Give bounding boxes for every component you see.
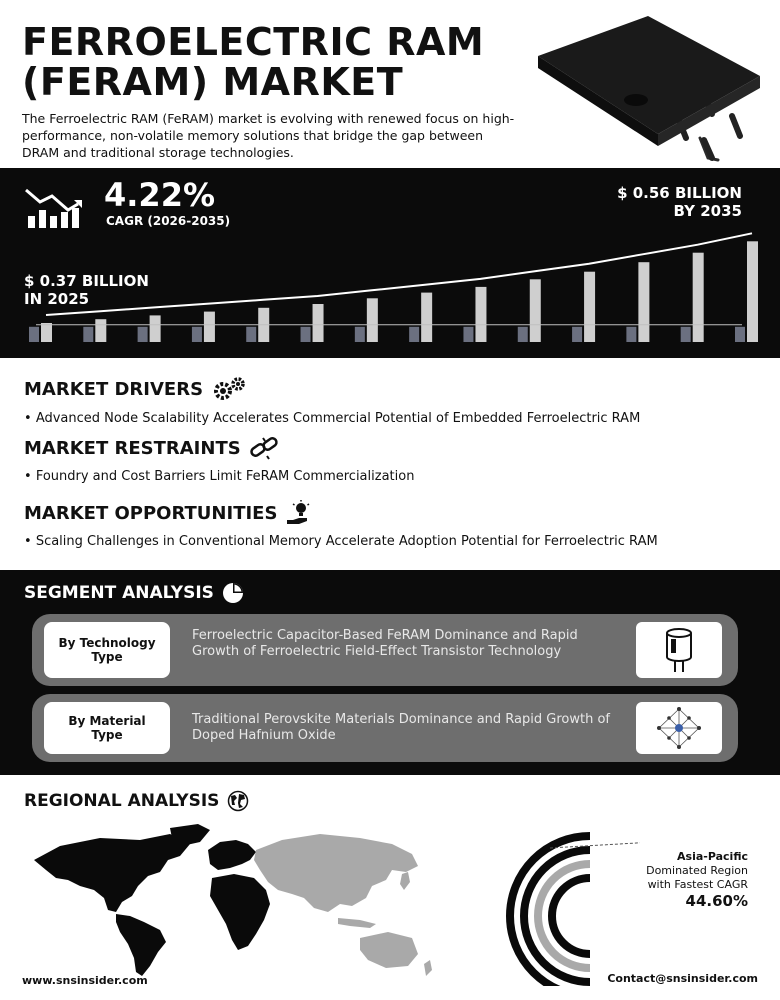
map-japan: [400, 872, 410, 890]
restraints-heading: [24, 436, 281, 460]
feram-chip-icon: [528, 6, 768, 184]
start-value-amount: $ 0.37 BILLION: [24, 272, 149, 290]
title-line-2: (FERAM) MARKET: [22, 60, 404, 104]
secondary-bar: [518, 327, 528, 342]
growth-bar: [95, 319, 106, 342]
end-value: [617, 184, 742, 220]
gears-icon: [211, 376, 247, 402]
cagr-label: CAGR (2026-2035): [106, 214, 231, 228]
growth-bar: [475, 287, 486, 342]
secondary-bar: [409, 327, 419, 342]
globe-icon: [227, 790, 249, 812]
restraints-item: • Foundry and Cost Barriers Limit FeRAM Commercialization: [24, 469, 415, 484]
secondary-bar: [735, 327, 745, 342]
idea-hand-icon: [285, 500, 313, 526]
start-value-year: IN 2025: [24, 290, 90, 308]
title-line-1: FERROELECTRIC RAM: [22, 20, 485, 64]
secondary-bar: [572, 327, 582, 342]
growth-bar: [313, 304, 324, 342]
secondary-bar: [301, 327, 311, 342]
opportunities-heading: [24, 500, 313, 526]
secondary-bar: [192, 327, 202, 342]
regional-callout: [646, 850, 748, 908]
map-new-zealand: [424, 960, 432, 976]
map-asia-pacific: [254, 834, 418, 912]
segment-desc-technology: Ferroelectric Capacitor-Based FeRAM Dominance and Rapid Growth of Ferroelectric Field-Effect Transistor Technology: [192, 628, 578, 659]
capacitor-icon: [661, 627, 697, 673]
secondary-bar: [355, 327, 365, 342]
map-north-america: [34, 834, 190, 912]
segment-desc-material: Traditional Perovskite Materials Dominance and Rapid Growth of Doped Hafnium Oxide: [192, 712, 610, 743]
page-title: [22, 22, 484, 102]
secondary-bar: [83, 327, 93, 342]
opportunities-item: • Scaling Challenges in Conventional Memory Accelerate Adoption Potential for Ferroelectric RAM: [24, 534, 658, 549]
map-australia: [360, 932, 418, 968]
growth-bar: [530, 279, 541, 342]
start-value: [24, 272, 149, 308]
region-line3: with Fastest CAGR: [647, 878, 748, 891]
world-map: [20, 820, 440, 980]
segment-heading-text: SEGMENT ANALYSIS: [24, 583, 214, 603]
segment-heading: [24, 582, 244, 604]
drivers-heading: [24, 376, 247, 402]
end-value-amount: $ 0.56 BILLION: [617, 184, 742, 202]
segment-section: [0, 570, 780, 775]
segment-label-material-line2: Type: [91, 728, 123, 742]
regional-arcs: [440, 826, 640, 986]
arc-2: [524, 850, 590, 982]
segment-label-technology-line1: By Technology: [58, 636, 156, 650]
growth-bar: [693, 253, 704, 342]
segment-row-material: [32, 694, 738, 762]
pie-chart-icon: [222, 582, 244, 604]
secondary-bar: [463, 327, 473, 342]
end-value-year: BY 2035: [673, 202, 742, 220]
opportunities-item-text: Scaling Challenges in Conventional Memory Accelerate Adoption Potential for Ferroelectric RAM: [35, 534, 658, 549]
drivers-heading-text: MARKET DRIVERS: [24, 378, 204, 400]
footer-website[interactable]: www.snsinsider.com: [22, 974, 148, 987]
region-name: Asia-Pacific: [677, 850, 748, 863]
regional-heading-text: REGIONAL ANALYSIS: [24, 791, 220, 811]
growth-bar: [421, 293, 432, 342]
declining-bar-chart-icon: [24, 186, 84, 230]
broken-chain-icon: [249, 436, 281, 460]
restraints-heading-text: MARKET RESTRAINTS: [24, 437, 241, 459]
arc-inner: [552, 878, 590, 954]
regional-heading: [24, 790, 249, 812]
secondary-bar: [681, 327, 691, 342]
drivers-item-text: Advanced Node Scalability Accelerates Commercial Potential of Embedded Ferroelectric RAM: [35, 411, 641, 426]
segment-icon-material-box: [636, 702, 722, 754]
map-south-america: [116, 914, 166, 976]
region-share: 44.60%: [685, 892, 748, 910]
cagr-value: 4.22%: [104, 176, 216, 214]
intro-text: The Ferroelectric RAM (FeRAM) market is evolving with renewed focus on high-performance, non-volatile memory solutions that bridge the gap between DRAM and traditional storage technologies.: [22, 111, 515, 160]
growth-bar: [150, 315, 161, 342]
segment-label-material: [44, 702, 170, 754]
growth-bar: [638, 262, 649, 342]
drivers-item: • Advanced Node Scalability Accelerates Commercial Potential of Embedded Ferroelectric RAM: [24, 411, 641, 426]
growth-bar: [747, 241, 758, 342]
growth-bar: [584, 272, 595, 342]
region-line2: Dominated Region: [646, 864, 748, 877]
opportunities-heading-text: MARKET OPPORTUNITIES: [24, 502, 278, 524]
segment-label-technology: [44, 622, 170, 678]
crystal-lattice-icon: [654, 706, 704, 750]
growth-bar: [367, 298, 378, 342]
map-africa: [210, 874, 270, 950]
growth-bar: [204, 312, 215, 342]
segment-icon-technology-box: [636, 622, 722, 678]
secondary-bar: [626, 327, 636, 342]
secondary-bar: [246, 327, 256, 342]
header: [0, 0, 780, 168]
secondary-bar: [138, 327, 148, 342]
map-indonesia: [338, 918, 376, 928]
footer-contact[interactable]: Contact@snsinsider.com: [607, 972, 758, 985]
growth-bar: [41, 323, 52, 342]
segment-label-technology-line2: Type: [91, 650, 123, 664]
segment-label-material-line1: By Material: [68, 714, 146, 728]
secondary-bar: [29, 327, 39, 342]
map-europe: [208, 840, 256, 870]
growth-section: [0, 168, 780, 358]
restraints-item-text: Foundry and Cost Barriers Limit FeRAM Commercialization: [35, 469, 415, 484]
segment-row-technology: [32, 614, 738, 686]
